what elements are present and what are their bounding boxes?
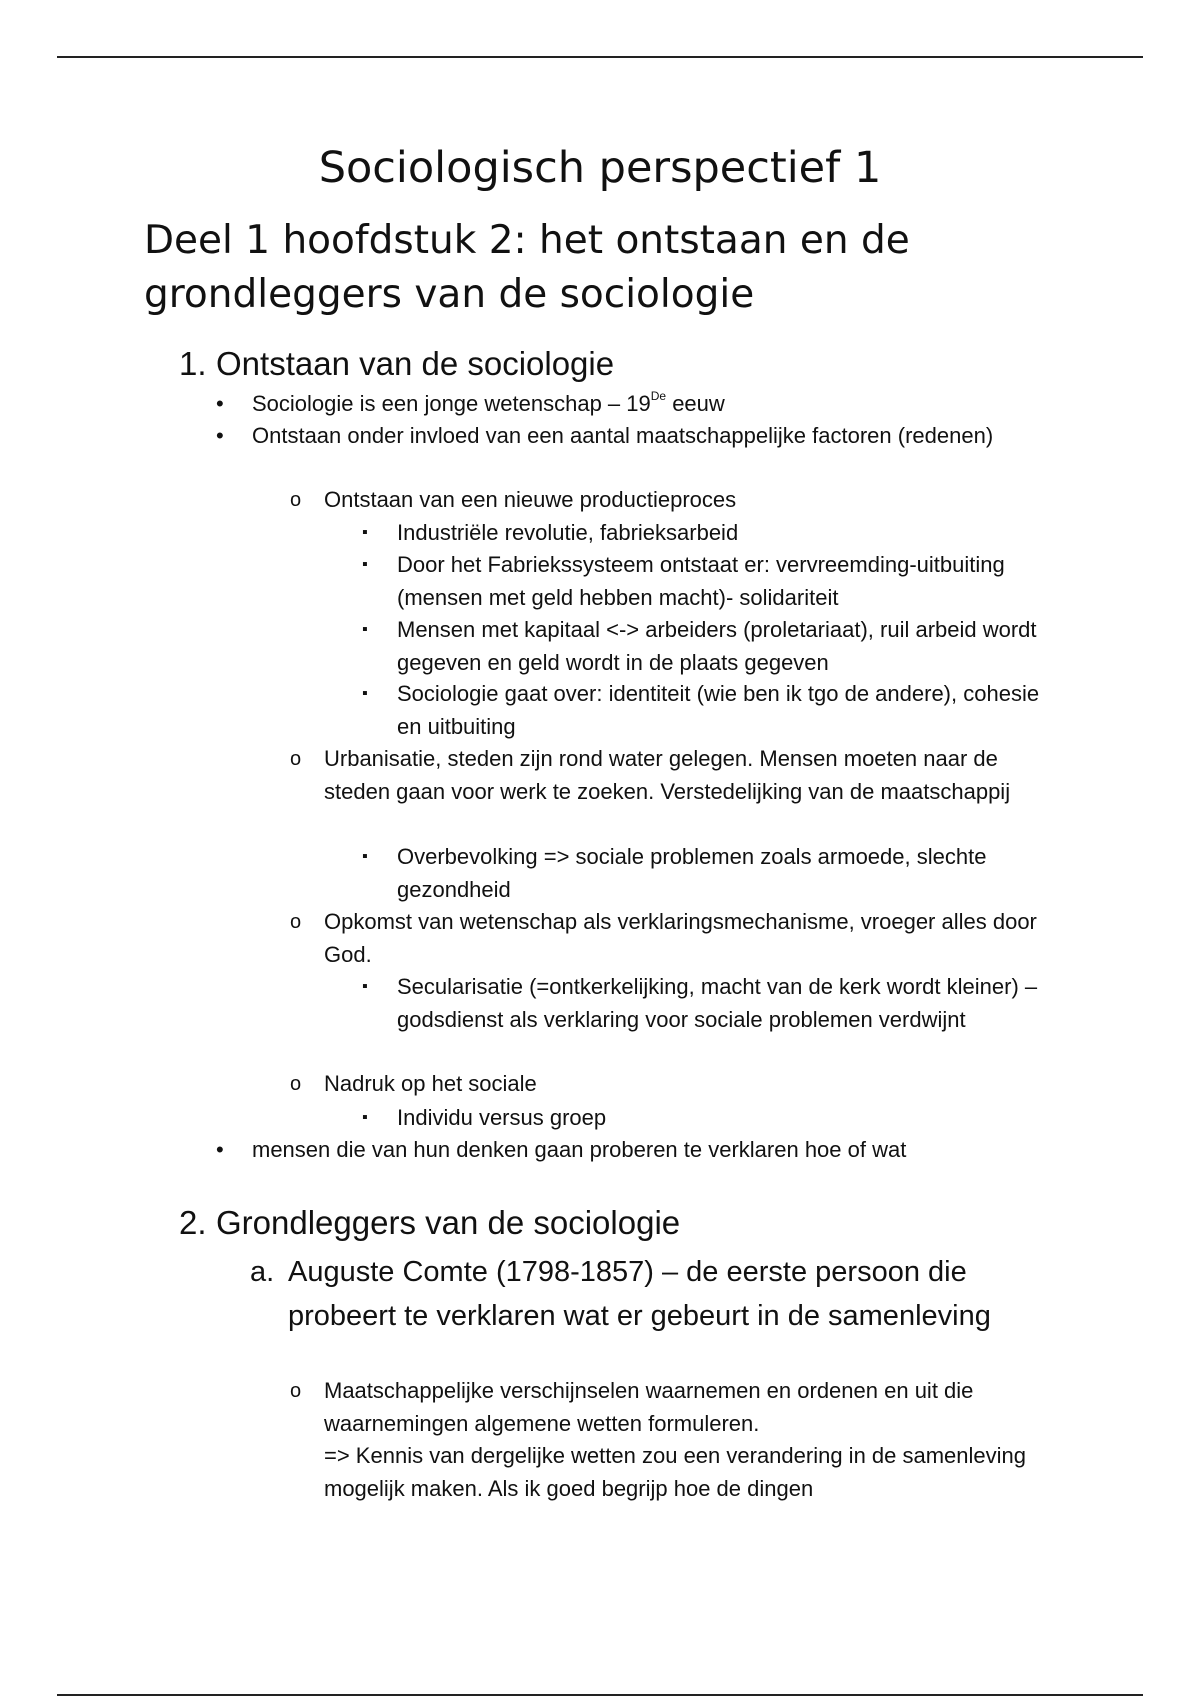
page-title: Sociologisch perspectief 1 xyxy=(318,143,882,193)
bullet-icon: • xyxy=(216,391,224,416)
list-item-text: Overbevolking => sociale problemen zoals armoede, slechte gezondheid xyxy=(397,844,987,902)
list-item-text: Door het Fabriekssysteem ontstaat er: vervreemding-uitbuiting (mensen met geld hebben macht)- solidariteit xyxy=(397,552,1005,610)
list-item-text: Ontstaan van een nieuwe productieproces xyxy=(324,487,737,512)
sub-heading-letter: a. xyxy=(250,1256,275,1288)
section-title: Grondleggers van de sociologie xyxy=(216,1204,681,1241)
list-item-text: Individu versus groep xyxy=(397,1105,607,1130)
square-bullet-icon: ▪ xyxy=(362,556,368,573)
section-number: 1. xyxy=(179,345,207,382)
square-bullet-icon: ▪ xyxy=(362,978,368,995)
top-rule xyxy=(57,56,1143,58)
list-item-text: Secularisatie (=ontkerkelijking, macht van de kerk wordt kleiner) – godsdienst als verklaring voor sociale problemen verdwijnt xyxy=(397,974,1038,1032)
square-bullet-icon: ▪ xyxy=(362,848,368,865)
list-item-text: Sociologie is een jonge wetenschap – 19De eeuw xyxy=(252,388,725,416)
list-item-line: => Kennis van dergelijke wetten zou een verandering in de samenleving mogelijk maken. Als ik goed begrijp hoe de dingen xyxy=(324,1443,1027,1501)
list-item-text: Sociologie gaat over: identiteit (wie ben ik tgo de andere), cohesie en uitbuiting xyxy=(397,681,1040,739)
square-bullet-icon: ▪ xyxy=(362,524,368,541)
square-bullet-icon: ▪ xyxy=(362,621,368,638)
circle-bullet-icon: o xyxy=(290,1380,302,1402)
list-item-text: Ontstaan onder invloed van een aantal maatschappelijke factoren (redenen) xyxy=(252,423,994,448)
list-item-text: Opkomst van wetenschap als verklaringsmechanisme, vroeger alles door God. xyxy=(324,909,1037,967)
square-bullet-icon: ▪ xyxy=(362,1109,368,1126)
list-item-text: Industriële revolutie, fabrieksarbeid xyxy=(397,520,739,545)
bullet-icon: • xyxy=(216,1137,224,1162)
list-item-text: Urbanisatie, steden zijn rond water gelegen. Mensen moeten naar de steden gaan voor werk te zoeken. Verstedelijking van de maatschappij xyxy=(324,746,1011,804)
list-item-text: Mensen met kapitaal <-> arbeiders (proletariaat), ruil arbeid wordt gegeven en geld wordt in de plaats gegeven xyxy=(397,617,1037,675)
square-bullet-icon: ▪ xyxy=(362,685,368,702)
circle-bullet-icon: o xyxy=(290,489,302,511)
section-title: Ontstaan van de sociologie xyxy=(216,345,615,382)
circle-bullet-icon: o xyxy=(290,1073,302,1095)
list-item-line: Maatschappelijke verschijnselen waarnemen en ordenen en uit die waarnemingen algemene wetten formuleren. xyxy=(324,1378,974,1436)
bullet-icon: • xyxy=(216,423,224,448)
list-item-text: mensen die van hun denken gaan proberen te verklaren hoe of wat xyxy=(252,1137,907,1162)
circle-bullet-icon: o xyxy=(290,911,302,933)
section-number: 2. xyxy=(179,1204,207,1241)
bottom-rule xyxy=(57,1694,1143,1696)
chapter-title: Deel 1 hoofdstuk 2: het ontstaan en de grondleggers van de sociologie xyxy=(144,218,910,317)
list-item-text: Nadruk op het sociale xyxy=(324,1071,537,1096)
list-item-text xyxy=(324,1375,1062,1505)
circle-bullet-icon: o xyxy=(290,748,302,770)
sub-heading-text: Auguste Comte (1798-1857) – de eerste persoon die probeert te verklaren wat er gebeurt in de samenleving xyxy=(288,1256,991,1332)
